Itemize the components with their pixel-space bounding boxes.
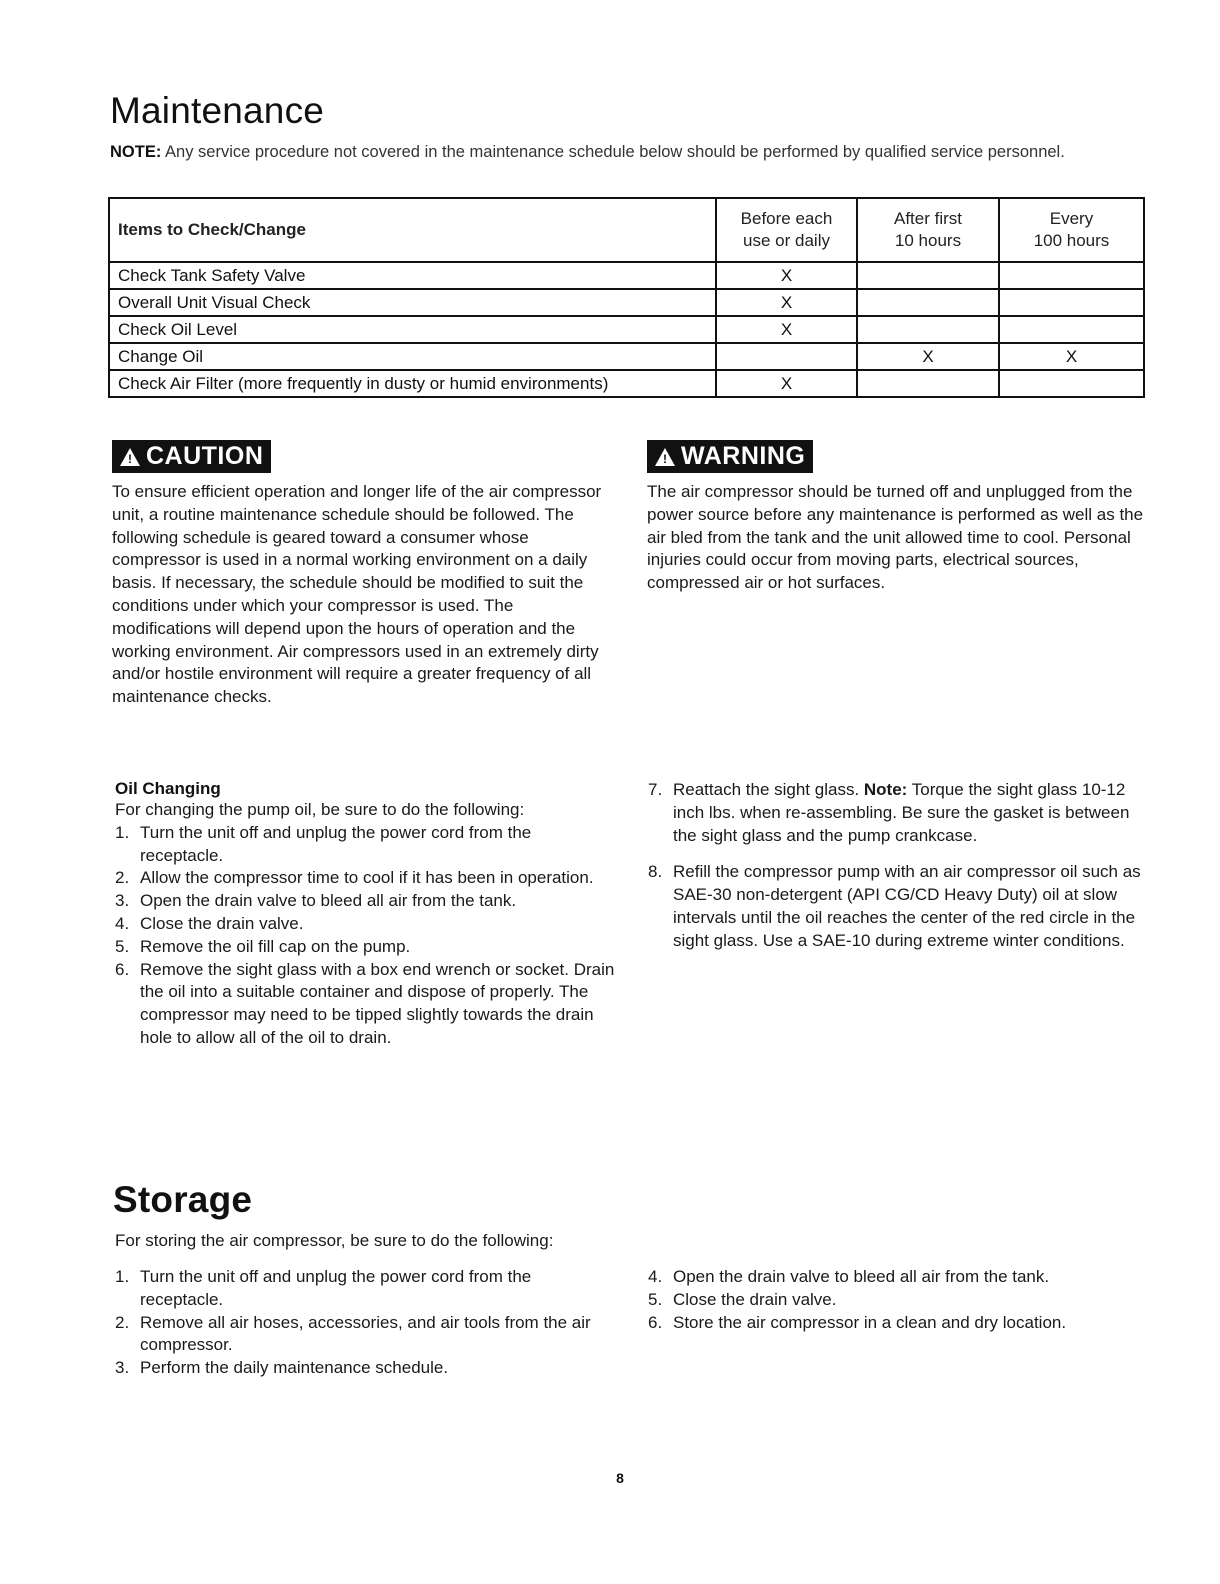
list-item: 2. Allow the compressor time to cool if it has been in operation. [115, 868, 594, 888]
warning-badge [647, 440, 813, 473]
storage-title: Storage [113, 1179, 253, 1220]
warning-triangle-icon: ! [120, 448, 140, 466]
storage-intro: For storing the air compressor, be sure to do the following: [115, 1231, 554, 1250]
row-every: X [999, 343, 1144, 370]
oil-changing-title: Oil Changing [115, 779, 221, 798]
row-after [857, 316, 999, 343]
storage-steps-continued [648, 1266, 1148, 1334]
list-item: 4. Open the drain valve to bleed all air from the tank. [648, 1267, 1050, 1286]
list-item: 5. Close the drain valve. [648, 1289, 837, 1309]
row-before: X [716, 262, 857, 289]
oil-changing-section [115, 779, 615, 1050]
maintenance-title: Maintenance [110, 90, 325, 131]
list-item: 6. Store the air compressor in a clean and dry location. [648, 1312, 1067, 1332]
row-before [716, 343, 857, 370]
row-every [999, 262, 1144, 289]
row-after: X [857, 343, 999, 370]
row-item: Change Oil [109, 343, 716, 370]
note-text: Any service procedure not covered in the maintenance schedule below should be performed by qualified service personnel. [161, 143, 1065, 161]
maintenance-schedule-table [108, 197, 1145, 398]
note-label: Note: [863, 780, 908, 799]
list-item: 3. Perform the daily maintenance schedule. [115, 1358, 449, 1378]
storage-steps [115, 1266, 615, 1380]
row-every [999, 289, 1144, 316]
table-row [109, 289, 1144, 316]
list-item: 2. Remove all air hoses, accessories, and air tools from the air compressor. [115, 1312, 591, 1355]
list-item: 7. Reattach the sight glass. Note: Torque the sight glass 10-12 inch lbs. when re-assembling. Be sure the gasket is between the sight glass and the pump crankcase. [648, 780, 1130, 845]
row-item: Check Tank Safety Valve [109, 262, 716, 289]
list-item: 1. Turn the unit off and unplug the power cord from the receptacle. [115, 822, 532, 865]
row-before: X [716, 370, 857, 397]
row-every [999, 316, 1144, 343]
warning-triangle-icon: ! [655, 448, 675, 466]
row-before: X [716, 289, 857, 316]
header-items: Items to Check/Change [109, 198, 716, 262]
row-item: Overall Unit Visual Check [109, 289, 716, 316]
list-item: 4. Close the drain valve. [115, 913, 304, 933]
row-after [857, 262, 999, 289]
row-after [857, 370, 999, 397]
table-row [109, 316, 1144, 343]
caution-badge [112, 440, 271, 473]
header-before-each: Before each use or daily [716, 198, 857, 262]
list-item: 8. Refill the compressor pump with an air compressor oil such as SAE-30 non-detergent (API CG/CD Heavy Duty) oil at slow intervals until the oil reaches the center of the red circle in the sight glass. Use a SAE-10 during extreme winter conditions. [648, 862, 1141, 950]
list-item: 5. Remove the oil fill cap on the pump. [115, 936, 411, 956]
table-row [109, 262, 1144, 289]
page-number: 8 [616, 1470, 624, 1486]
warning-label: WARNING [681, 442, 806, 470]
table-row [109, 370, 1144, 397]
row-before: X [716, 316, 857, 343]
header-every: Every 100 hours [999, 198, 1144, 262]
maintenance-note [110, 140, 1110, 164]
row-item: Check Air Filter (more frequently in dusty or humid environments) [109, 370, 716, 397]
row-after [857, 289, 999, 316]
list-item: 1. Turn the unit off and unplug the power cord from the receptacle. [115, 1267, 532, 1309]
oil-changing-steps [115, 822, 615, 1050]
header-after-first: After first 10 hours [857, 198, 999, 262]
row-item: Check Oil Level [109, 316, 716, 343]
oil-changing-steps-continued [648, 779, 1148, 953]
list-item: 6. Remove the sight glass with a box end wrench or socket. Drain the oil into a suitable container and dispose of properly. The compressor may need to be tipped slightly towards the drain hole to allow all of the oil to drain. [115, 959, 615, 1047]
table-header-row [109, 198, 1144, 262]
warning-text: The air compressor should be turned off and unplugged from the power source before any maintenance is performed as well as the air bled from the tank and the unit allowed time to cool. Personal injuries could occur from moving parts, electrical sources, compressed air or hot surfaces. [647, 482, 1144, 593]
oil-changing-intro: For changing the pump oil, be sure to do the following: [115, 800, 525, 819]
row-every [999, 370, 1144, 397]
table-row [109, 343, 1144, 370]
caution-label: CAUTION [146, 442, 264, 470]
caution-text: To ensure efficient operation and longer life of the air compressor unit, a routine maintenance schedule should be followed. The following schedule is geared toward a consumer whose compressor is used in a normal working environment on a daily basis. If necessary, the schedule should be modified to suit the conditions under which your compressor is used. The modifications will depend upon the hours of operation and the working environment. Air compressors used in an extremely dirty and/or hostile environment will require a greater frequency of all maintenance checks. [112, 482, 602, 707]
note-label: NOTE: [110, 143, 162, 161]
list-item: 3. Open the drain valve to bleed all air from the tank. [115, 891, 517, 911]
